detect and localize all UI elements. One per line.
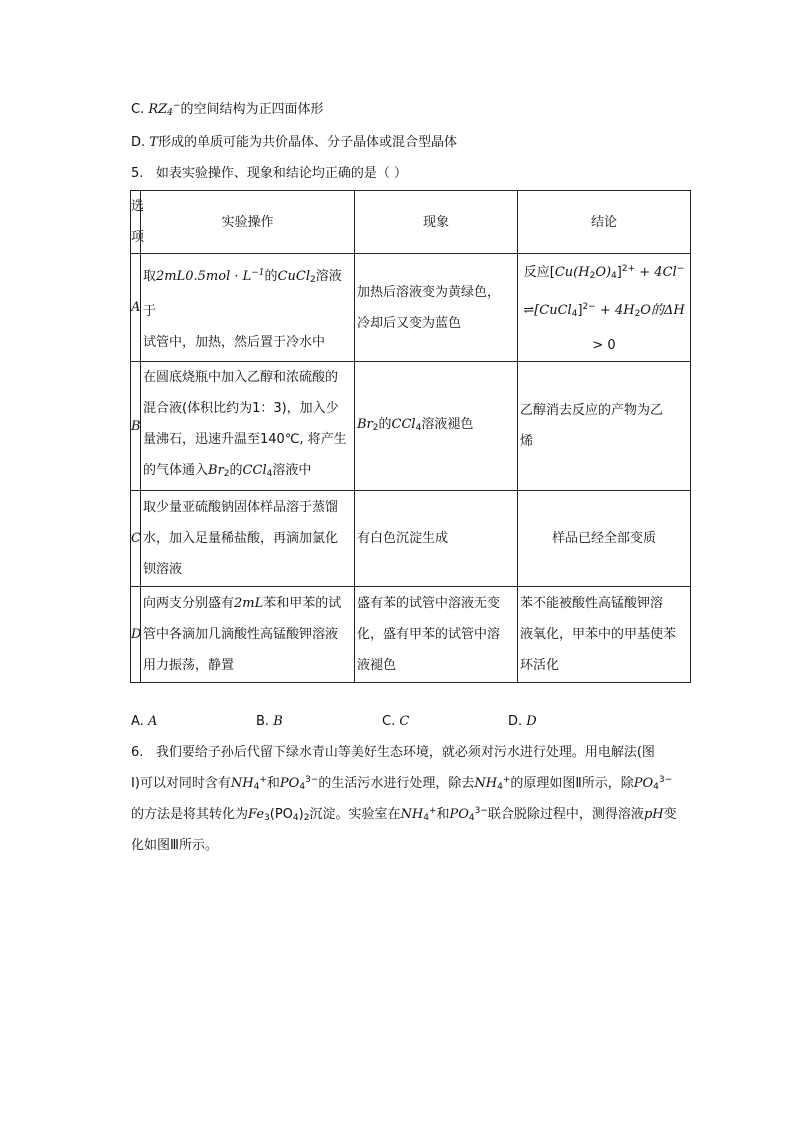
variable-t: T	[149, 135, 158, 150]
row-b-operation: 在圆底烧瓶中加入乙醇和浓硫酸的 混合液(体积比约为1：3)，加入少 量沸石，迅速升温至140℃, 将产生 的气体通入Br2的CCl4溶液中	[141, 362, 355, 491]
question-5-number: 5.	[131, 166, 144, 181]
table-row	[131, 362, 691, 491]
question-6-line-1: 6. 我们要给子孙后代留下绿水青山等美好生态环境，就必须对污水进行处理。用电解法(图	[131, 745, 655, 760]
table-row	[131, 254, 691, 362]
table-row	[131, 491, 691, 587]
row-a-option: A	[131, 254, 141, 362]
header-operation: 实验操作	[141, 191, 355, 254]
question-6-line-3: 的方法是将其转化为Fe3(PO4)2沉淀。实验室在NH4+和$PO4^{3-}$联合脱除过程中，测得溶液pH变	[131, 806, 677, 823]
row-a-operation: 取$2mL0.5mol \cdot L^{-1}$的CuCl2溶液于 试管中，加热，然后置于冷水中	[141, 254, 355, 362]
choice-b[interactable]: B. B	[256, 714, 283, 729]
row-b-conclusion: 乙醇消去反应的产物为乙 烯	[518, 362, 691, 491]
question-5-stem: 5. 如表实验操作、现象和结论均正确的是（ ）	[131, 166, 407, 181]
option-d-text: 形成的单质可能为共价晶体、分子晶体或混合型晶体	[157, 135, 457, 150]
table-row	[131, 587, 691, 683]
row-c-phenomenon: 有白色沉淀生成	[355, 491, 518, 587]
row-c-operation: 取少量亚硫酸钠固体样品溶于蒸馏 水，加入足量稀盐酸，再滴加氯化 钡溶液	[141, 491, 355, 587]
row-d-operation: 向两支分别盛有2mL苯和甲苯的试 管中各滴加几滴酸性高锰酸钾溶液 用力振荡，静置	[141, 587, 355, 683]
formula-rz4: RZ4−	[148, 101, 181, 118]
header-phenomenon: 现象	[355, 191, 518, 254]
row-b-option: B	[131, 362, 141, 491]
row-a-phenomenon: 加热后溶液变为黄绿色， 冷却后又变为蓝色	[355, 254, 518, 362]
experiment-table	[130, 190, 691, 683]
option-c-text: 的空间结构为正四面体形	[180, 102, 324, 117]
row-c-conclusion: 样品已经全部变质	[518, 491, 691, 587]
header-conclusion: 结论	[518, 191, 691, 254]
header-option: 选 项	[131, 191, 141, 254]
row-a-conclusion: 反应$[Cu(H2O)4]^{2+} + 4Cl^-$ ⇌[CuCl4]$^{2-}$ + 4H2O的ΔH > 0	[518, 254, 691, 362]
choice-c[interactable]: C. C	[382, 714, 410, 729]
choice-a[interactable]: A. A	[131, 714, 158, 729]
question-6-line-2: Ⅰ)可以对同时含有NH4+和$PO4^{3-}$的生活污水进行处理，除去NH4+的原理如图Ⅱ所示，除$PO4^{3-}$	[131, 775, 673, 792]
choice-d[interactable]: D. D	[508, 714, 537, 729]
option-c-line	[131, 100, 323, 123]
table-header-row	[131, 191, 691, 254]
row-d-phenomenon: 盛有苯的试管中溶液无变 化，盛有甲苯的试管中溶 液褪色	[355, 587, 518, 683]
row-d-option: D	[131, 587, 141, 683]
question-6-line-4: 化如图Ⅲ所示。	[131, 838, 218, 853]
question-6-number: 6.	[131, 745, 144, 760]
option-c-prefix: C.	[131, 102, 149, 117]
row-b-phenomenon: Br2的CCl4溶液褪色	[355, 362, 518, 491]
row-c-option: C	[131, 491, 141, 587]
row-d-conclusion: 苯不能被酸性高锰酸钾溶 液氧化，甲苯中的甲基使苯 环活化	[518, 587, 691, 683]
option-d-line: D. T形成的单质可能为共价晶体、分子晶体或混合型晶体	[131, 135, 457, 150]
